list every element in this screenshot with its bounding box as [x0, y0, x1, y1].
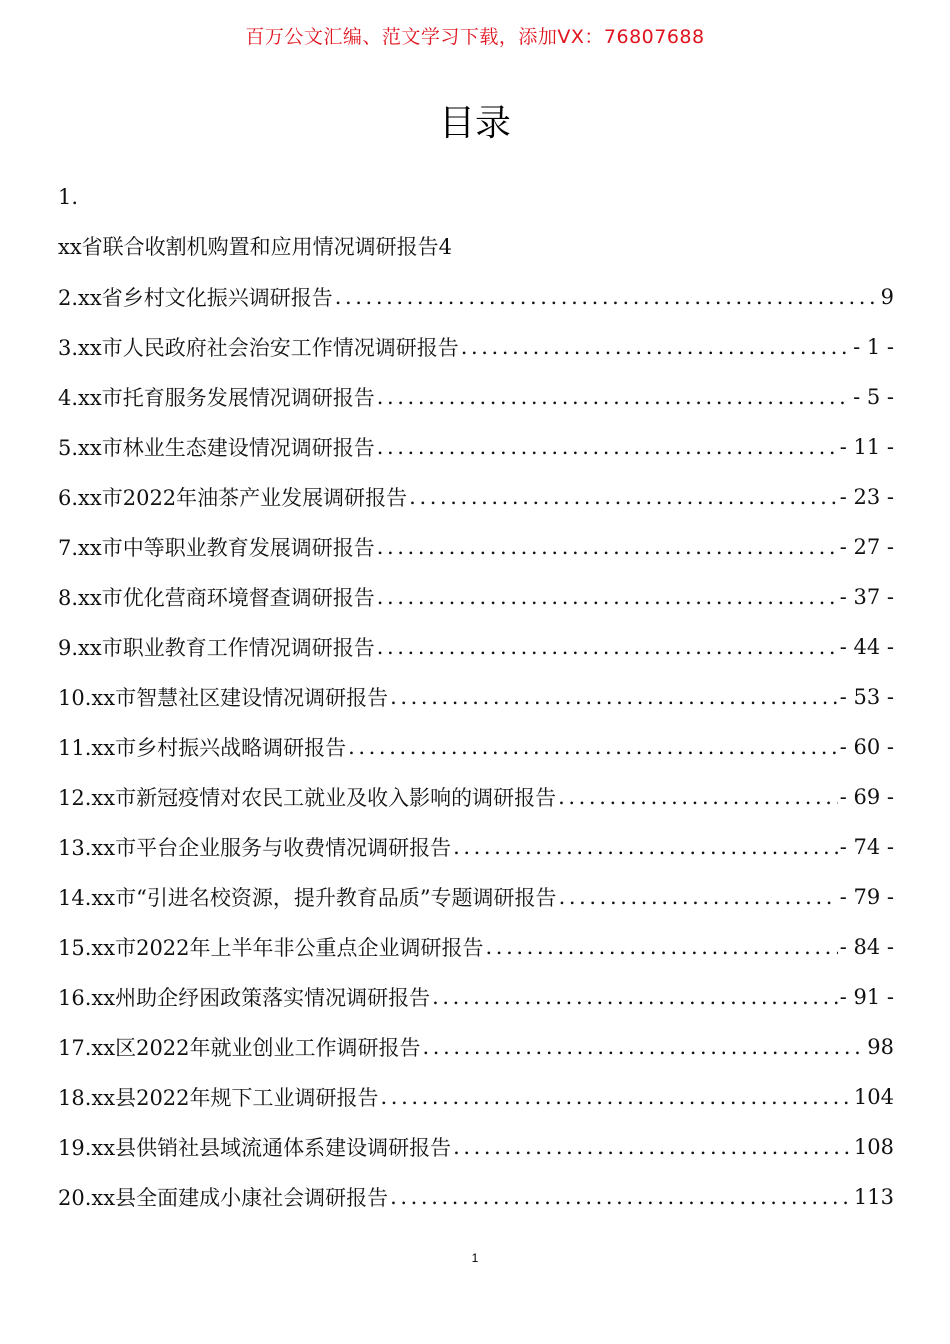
toc-first-text[interactable]: xx省联合收割机购置和应用情况调研报告4	[58, 235, 453, 259]
toc-entry-title: 17.xx区2022年就业创业工作调研报告	[58, 1036, 421, 1060]
toc-entry-title: 3.xx市人民政府社会治安工作情况调研报告	[58, 336, 459, 360]
toc-dot-leader	[377, 635, 838, 659]
toc-entry-page: 9	[880, 285, 894, 309]
toc-dot-leader	[390, 685, 838, 709]
toc-entry-page: 113	[853, 1185, 894, 1209]
toc-entry[interactable]	[58, 822, 894, 872]
toc-entry-title: 8.xx市优化营商环境督查调研报告	[58, 586, 375, 610]
header-banner: 百万公文汇编、范文学习下载，添加VX：76807688	[245, 26, 705, 48]
toc-dot-leader	[409, 485, 838, 509]
toc-entry-title: 13.xx市平台企业服务与收费情况调研报告	[58, 836, 452, 860]
toc-entry[interactable]	[58, 722, 894, 772]
toc-entry-page: - 53 -	[839, 685, 894, 709]
toc-entry-title: 12.xx市新冠疫情对农民工就业及收入影响的调研报告	[58, 786, 557, 810]
toc-first-number: 1.	[58, 185, 79, 209]
toc-entry[interactable]	[58, 1022, 894, 1072]
toc-dot-leader	[423, 1035, 866, 1059]
toc-dot-leader	[558, 785, 838, 809]
toc-entry-title: 10.xx市智慧社区建设情况调研报告	[58, 686, 389, 710]
toc-entry-title: 19.xx县供销社县域流通体系建设调研报告	[58, 1136, 452, 1160]
toc-entry-title: 6.xx市2022年油茶产业发展调研报告	[58, 486, 408, 510]
toc-dot-leader	[348, 735, 838, 759]
toc-entry-list	[58, 272, 894, 1222]
toc-dot-leader	[432, 985, 838, 1009]
toc-dot-leader	[486, 935, 838, 959]
toc-entry-page: - 27 -	[839, 535, 894, 559]
toc-entry-page: - 37 -	[839, 585, 894, 609]
toc-entry[interactable]	[58, 322, 894, 372]
toc-entry-title: 11.xx市乡村振兴战略调研报告	[58, 736, 347, 760]
toc-entry-title: 9.xx市职业教育工作情况调研报告	[58, 636, 375, 660]
toc-entry-title: 20.xx县全面建成小康社会调研报告	[58, 1186, 389, 1210]
toc-dot-leader	[381, 1085, 852, 1109]
toc-dot-leader	[461, 335, 851, 359]
toc-entry[interactable]	[58, 872, 894, 922]
toc-entry-page: - 79 -	[839, 885, 894, 909]
toc-entry-page: - 23 -	[839, 485, 894, 509]
toc-entry-title: 18.xx县2022年规下工业调研报告	[58, 1086, 379, 1110]
toc-entry-page: 104	[853, 1085, 894, 1109]
toc-entry-page: - 11 -	[839, 435, 894, 459]
toc-entry-title: 7.xx市中等职业教育发展调研报告	[58, 536, 375, 560]
toc-entry-page: - 1 -	[853, 335, 894, 359]
table-of-contents	[58, 172, 894, 1222]
toc-entry[interactable]	[58, 772, 894, 822]
toc-entry-title: 15.xx市2022年上半年非公重点企业调研报告	[58, 936, 484, 960]
toc-entry[interactable]	[58, 1072, 894, 1122]
toc-entry-title: 14.xx市“引进名校资源，提升教育品质”专题调研报告	[58, 886, 557, 910]
toc-dot-leader	[453, 1135, 852, 1159]
toc-entry[interactable]	[58, 472, 894, 522]
footer-page-number: 1	[471, 1251, 479, 1265]
toc-entry-page: 108	[853, 1135, 894, 1159]
toc-entry-page: - 60 -	[839, 735, 894, 759]
toc-entry[interactable]	[58, 622, 894, 672]
toc-entry[interactable]	[58, 372, 894, 422]
toc-entry[interactable]	[58, 1122, 894, 1172]
toc-entry[interactable]	[58, 572, 894, 622]
toc-dot-leader	[377, 585, 838, 609]
toc-entry[interactable]	[58, 972, 894, 1022]
toc-entry[interactable]	[58, 272, 894, 322]
toc-entry-title: 4.xx市托育服务发展情况调研报告	[58, 386, 375, 410]
toc-entry-title: 2.xx省乡村文化振兴调研报告	[58, 286, 333, 310]
toc-entry-page: - 69 -	[839, 785, 894, 809]
toc-dot-leader	[377, 435, 838, 459]
toc-dot-leader	[377, 385, 851, 409]
toc-entry[interactable]	[58, 1172, 894, 1222]
toc-entry-page: - 84 -	[839, 935, 894, 959]
toc-entry-title: 5.xx市林业生态建设情况调研报告	[58, 436, 375, 460]
toc-entry-page: 98	[867, 1035, 894, 1059]
toc-dot-leader	[453, 835, 838, 859]
toc-dot-leader	[335, 285, 879, 309]
toc-dot-leader	[559, 885, 838, 909]
toc-entry-page: - 44 -	[839, 635, 894, 659]
toc-entry-page: - 5 -	[853, 385, 894, 409]
toc-entry[interactable]	[58, 672, 894, 722]
toc-entry-title: 16.xx州助企纾困政策落实情况调研报告	[58, 986, 431, 1010]
toc-dot-leader	[390, 1185, 852, 1209]
toc-entry-page: - 91 -	[839, 985, 894, 1009]
toc-dot-leader	[377, 535, 838, 559]
toc-entry[interactable]	[58, 422, 894, 472]
page-title: 目录	[438, 103, 511, 144]
toc-entry[interactable]	[58, 922, 894, 972]
toc-entry-page: - 74 -	[839, 835, 894, 859]
toc-entry[interactable]	[58, 522, 894, 572]
